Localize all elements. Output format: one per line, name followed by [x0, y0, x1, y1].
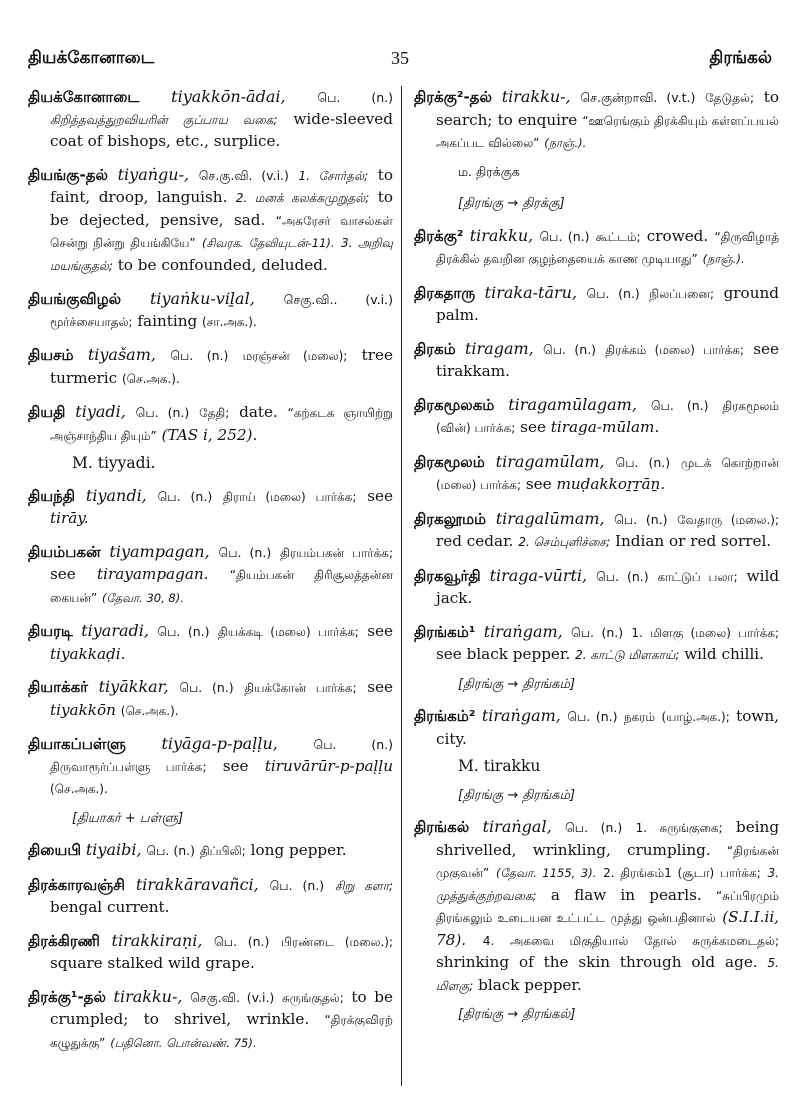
english-meaning: bengal current.	[50, 898, 170, 916]
dictionary-entry	[28, 86, 393, 153]
derivation	[458, 784, 779, 807]
cross-reference: tiraga-mūlam.	[550, 418, 660, 436]
quotation-source: (தேவா. 30, 8).	[102, 590, 184, 605]
left-column	[28, 86, 393, 1065]
transliteration: tiyašam,	[87, 345, 156, 364]
headword: திரக்காரவஞ்சி	[28, 875, 126, 894]
headword: திரக்கிரணி	[28, 931, 100, 950]
dictionary-entry	[414, 816, 779, 997]
english-meaning: red cedar.	[436, 532, 514, 550]
headword: தியாகப்பள்ளு	[28, 735, 126, 753]
headword: தியந்தி	[28, 486, 76, 505]
quotation-source: (சிவரக. தேவியுடன்-11).	[202, 236, 335, 250]
part-of-speech: பெ. (n.)	[214, 933, 270, 949]
cross-reference: tiyakkaḍi.	[50, 644, 126, 663]
transliteration: tiyandi,	[85, 485, 147, 505]
quotation: “ஊரெங்கும் திரக்கியும் கள்ளப்பயல் அகப்பட வில்லை”	[436, 113, 780, 150]
english-meaning: wide-sleeved coat of bishops, etc., surplice.	[50, 109, 393, 150]
transliteration: tiyaibi,	[85, 840, 142, 859]
dictionary-entry	[28, 288, 393, 333]
sense-tamil: 2. செம்புளிச்சை;	[518, 535, 611, 549]
derivation	[458, 1003, 779, 1026]
headword: தியங்கு-தல்	[28, 165, 108, 184]
transliteration: tiyāga-p-paḷḷu,	[161, 734, 278, 753]
quotation-source: (தேவா. 1155, 3).	[496, 866, 597, 880]
sense-tamil: 1. சுருங்குகை;	[635, 821, 723, 835]
headword: தியைபி	[28, 841, 82, 859]
tamil-meaning: சுருங்குதல்;	[281, 990, 344, 1005]
derivation-text: [திரங்கு → திரங்கம்]	[458, 676, 576, 692]
quotation-source: (நாஞ்.).	[702, 252, 745, 266]
header-left-guideword: தியக்கோனாடை	[28, 48, 155, 68]
tamil-meaning: தேடுதல்;	[705, 91, 755, 105]
headword: திரகமூலகம்	[414, 395, 495, 414]
page-header	[28, 48, 772, 78]
part-of-speech: பெ. (n.)	[269, 877, 325, 893]
tamil-meaning: மூர்ச்சையாதல்;	[50, 314, 133, 329]
tamil-meaning: தேதி;	[199, 406, 230, 420]
transliteration: tiragalūmam,	[495, 508, 605, 528]
quotation: “திரக்குவிரற் கழுதுக்கு”	[50, 1013, 393, 1050]
headword: திரக்கு²	[414, 226, 464, 245]
transliteration: tiyampagan,	[109, 541, 210, 561]
headword: திரகமூலம்	[414, 452, 485, 471]
dictionary-entry	[414, 508, 779, 554]
quotation-source: (S.I.I.ii, 78).	[436, 908, 779, 949]
tamil-meaning: முடக் கொற்றான் (மலை) பார்க்க;	[436, 455, 779, 492]
part-of-speech: பெ. (n.)	[157, 488, 213, 504]
dictionary-entry	[28, 164, 393, 278]
dictionary-entry	[414, 451, 779, 497]
derivation-text: [திரங்கு → திரங்கல்]	[458, 1007, 576, 1022]
headword: தியங்குவிழல்	[28, 290, 122, 308]
cognate-note: ம. திரக்குக	[458, 163, 520, 179]
tamil-meaning: கூட்டம்;	[595, 229, 641, 244]
tamil-meaning: கிறித்தவத்துறவியரின் குப்பாய வகை;	[50, 112, 278, 127]
transliteration: tiraka-tāru,	[484, 282, 578, 302]
part-of-speech: பெ. (n.)	[157, 624, 210, 639]
sense-tamil: 2. காட்டு மிளகாய்;	[575, 648, 680, 662]
see-label: see	[525, 475, 552, 493]
headword: தியதி	[28, 403, 66, 421]
see-label: see	[753, 339, 780, 358]
part-of-speech: பெ. (n.)	[135, 405, 190, 420]
derivation-text: [தியாகர் + பள்ளு]	[72, 810, 184, 826]
tamil-meaning: பிரண்டை (மலை.);	[280, 934, 394, 949]
see-label: see	[367, 678, 394, 696]
tamil-meaning: தியக்கோன் பார்க்க;	[244, 681, 357, 695]
dictionary-entry	[28, 620, 393, 665]
derivation	[458, 673, 779, 696]
headword: தியசம்	[28, 346, 74, 364]
see-label: see	[367, 486, 393, 505]
headword: திரகம்	[414, 339, 456, 358]
derivation-text: [திரங்கு → திரக்கு]	[458, 196, 565, 211]
english-meaning: tree turmeric	[50, 346, 393, 387]
column-divider	[401, 86, 402, 1086]
headword: திரங்கல்	[414, 818, 470, 836]
quotation: “சுப்பிரமும் திரங்கலும் உடையன உட்பட்ட முத்து ஒன்பதினால்	[436, 888, 779, 925]
page-number: 35	[391, 48, 409, 68]
part-of-speech: செகு.வி. (v.i.)	[190, 989, 275, 1005]
sense-tamil: 3. முத்துக்குற்றவகை;	[436, 866, 779, 903]
dictionary-entry	[28, 839, 393, 863]
quotation-source: (TAS i, 252).	[161, 425, 258, 444]
sense-english: to be confounded, deluded.	[117, 255, 328, 274]
part-of-speech: பெ. (n.)	[146, 843, 196, 858]
transliteration: tirakku,	[469, 225, 534, 245]
english-meaning: ground palm.	[436, 283, 779, 324]
dictionary-entry	[28, 485, 393, 530]
headword: தியம்பகன்	[28, 542, 101, 561]
transliteration: tirakkiraṇi,	[111, 930, 203, 950]
tamil-meaning: திரகமூலம் (வின்) பார்க்க;	[436, 398, 779, 435]
tamil-meaning: திரக்கம் (மலை) பார்க்க;	[605, 342, 744, 357]
tamil-meaning: திரயம்பகன் பார்க்க;	[280, 545, 394, 560]
transliteration: tiraṅgam,	[483, 621, 563, 641]
sense-english: wild chilli.	[684, 645, 764, 663]
english-meaning: fainting	[137, 311, 198, 330]
sense-tamil: 2. மனக் கலக்கமுறுதல்;	[235, 191, 370, 205]
quotation-source: (பதினொ. பொன்வண். 75).	[110, 1035, 257, 1050]
derivation	[72, 807, 393, 830]
transliteration: tiraṅgal,	[482, 817, 552, 836]
sense-english: see black pepper.	[436, 645, 571, 663]
cross-reference: tirayampagan.	[97, 565, 209, 583]
sense-tamil: 4. அகவை மிகுதியால் தோல் சுருக்கமடைதல்;	[482, 933, 779, 948]
part-of-speech: பெ. (n.)	[313, 737, 393, 752]
right-column	[414, 86, 779, 1036]
source-abbrev: (செ.அக.).	[122, 371, 180, 386]
source-abbrev: (செ.அக.).	[50, 782, 108, 796]
dictionary-entry	[414, 338, 779, 383]
english-meaning: long pepper.	[250, 841, 347, 859]
sense-english: shrinking of the skin through old age.	[436, 953, 758, 971]
english-meaning: square stalked wild grape.	[50, 954, 255, 972]
source-abbrev: (செ.அக.).	[120, 703, 179, 718]
dictionary-entry	[414, 225, 779, 271]
headword: தியாக்கர்	[28, 678, 89, 696]
tamil-meaning: நகரம்	[623, 710, 656, 724]
transliteration: tirakku-,	[113, 986, 183, 1006]
headword: திரக்கு¹-தல்	[28, 987, 106, 1006]
tamil-meaning: மரஞ்சன் (மலை);	[242, 349, 348, 363]
dictionary-entry	[414, 282, 779, 327]
headword: திரகவூர்தி	[414, 566, 481, 585]
english-meaning: to search; to enquire	[436, 88, 780, 129]
tamil-meaning: தியக்கடி (மலை) பார்க்க;	[217, 625, 359, 639]
cognate-note: M. tiyyadi.	[72, 454, 156, 472]
tamil-meaning: வேதாரு (மலை.);	[677, 512, 780, 527]
part-of-speech: பெ. (n.)	[170, 348, 229, 363]
derivation	[458, 192, 779, 215]
english-meaning: date.	[239, 403, 278, 421]
sense-english: black pepper.	[478, 975, 582, 994]
dictionary-entry	[28, 874, 393, 919]
part-of-speech: பெ. (n.)	[179, 680, 234, 695]
english-meaning: town, city.	[436, 707, 779, 748]
dictionary-entry	[28, 401, 393, 447]
transliteration: tiyakkōn-ādai,	[171, 87, 286, 106]
cross-reference: tiyakkōn	[50, 700, 116, 719]
part-of-speech: பெ. (n.)	[571, 624, 624, 640]
headword: தியரடி	[28, 622, 73, 640]
transliteration: tiyaṅgu-,	[117, 164, 190, 184]
dictionary-entry	[28, 541, 393, 610]
part-of-speech: பெ. (n.)	[539, 228, 590, 244]
sense-english: Indian or red sorrel.	[614, 532, 772, 550]
part-of-speech: பெ. (n.)	[586, 285, 640, 301]
part-of-speech: பெ. (n.)	[614, 511, 668, 527]
transliteration: tiragamūlagam,	[508, 394, 637, 414]
part-of-speech: பெ. (n.)	[567, 709, 618, 724]
dictionary-entry	[414, 705, 779, 750]
tamil-meaning: நிலப்பனை;	[649, 286, 715, 301]
sense-tamil: 2. திரங்கம்1 (சூடா) பார்க்க;	[603, 866, 761, 880]
transliteration: tirakkāravañci,	[135, 874, 259, 894]
sense-tamil: 1. மிளகு (மலை) பார்க்க;	[631, 625, 779, 640]
dictionary-entry	[414, 86, 779, 155]
tamil-meaning: காட்டுப் பலா;	[657, 569, 738, 584]
dictionary-entry	[28, 986, 393, 1055]
part-of-speech: செ.கு.வி. (v.i.)	[198, 167, 289, 183]
part-of-speech: பெ. (n.)	[218, 544, 272, 560]
source-abbrev: (சா.அக.).	[202, 314, 257, 329]
headword: திரகதாரு	[414, 283, 476, 302]
quotation: “திருவிழாத் திரக்கில் தவறின குழந்தையைக் காண முடியாது”	[436, 229, 780, 266]
see-label: see	[50, 565, 76, 583]
cross-reference: tirakkam.	[436, 362, 510, 380]
cross-reference: muḍakkoṟṟāṉ.	[556, 475, 666, 493]
dictionary-entry	[28, 930, 393, 975]
quotation: “அசுரேசர் வாசல்கள் சென்று நின்று தியங்கியே”	[50, 213, 393, 250]
see-label: see	[367, 622, 393, 640]
quotation-source: (நாஞ்.).	[544, 136, 587, 150]
header-right-guideword: திரங்கல்	[709, 48, 772, 68]
sense-english: to faint, droop, languish.	[50, 165, 393, 206]
dictionary-entry	[414, 621, 779, 667]
part-of-speech: பெ. (n.)	[543, 341, 597, 357]
dictionary-entry	[28, 676, 393, 722]
transliteration: tiragamūlam,	[495, 451, 605, 471]
see-label: see	[520, 418, 546, 436]
headword: தியக்கோனாடை	[28, 88, 140, 106]
sense-english: being shrivelled, wrinkling, crumpling.	[436, 818, 780, 859]
dictionary-entry	[414, 394, 779, 440]
quotation: “திரங்கன் முகுவன்”	[436, 843, 779, 880]
dictionary-entry	[28, 733, 393, 801]
transliteration: tiraṅgam,	[481, 706, 561, 725]
dictionary-entry	[28, 344, 393, 390]
sense-english: to be dejected, pensive, sad.	[50, 188, 394, 229]
headword: திரங்கம்²	[414, 707, 476, 725]
quotation: “கற்கடக ஞாயிற்று அஞ்சாந்திய தியும்”	[50, 406, 394, 443]
sense-tamil: 3. அறிவு மயங்குதல்;	[50, 236, 394, 273]
source-abbrev: (யாழ்.அக.);	[661, 710, 730, 724]
sense-english: a flaw in pearls.	[550, 885, 702, 904]
headword: திரகலூமம்	[414, 509, 487, 528]
quotation: “தியம்பகன் திரிசூலத்தன்ன கையன்”	[50, 568, 394, 605]
sense-tamil: 5. மிளகு;	[436, 956, 779, 993]
transliteration: tiraga-vūrti,	[489, 565, 588, 585]
part-of-speech: பெ. (n.)	[615, 454, 671, 470]
cross-reference: tiruvārūr-p-paḷḷu	[264, 756, 394, 775]
english-meaning: wild jack.	[436, 566, 780, 607]
transliteration: tiyadi,	[75, 402, 126, 421]
transliteration: tiyaradi,	[81, 621, 149, 640]
english-meaning: to be crumpled; to shrivel, wrinkle.	[50, 987, 393, 1028]
headword: திரக்கு²-தல்	[414, 88, 492, 106]
cross-reference: tirāy.	[50, 509, 89, 527]
english-meaning: crowed.	[646, 226, 709, 245]
transliteration: tiragam,	[464, 338, 534, 358]
sense-tamil: 1. சோர்தல்;	[298, 168, 369, 183]
cognate-note: M. tirakku	[458, 757, 541, 775]
part-of-speech: பெ. (n.)	[595, 568, 649, 584]
headword: திரங்கம்¹	[414, 622, 476, 641]
tamil-meaning: திருவாரூர்ப்பள்ளு பார்க்க;	[50, 759, 207, 774]
dictionary-entry	[414, 565, 779, 610]
derivation-text: [திரங்கு → திரங்கம்]	[458, 787, 576, 803]
part-of-speech: பெ. (n.)	[565, 820, 623, 835]
transliteration: tirakku-,	[501, 87, 571, 106]
tamil-meaning: சிறு களா;	[334, 878, 394, 893]
part-of-speech: செ.குன்றாவி. (v.t.)	[580, 90, 696, 105]
see-label: see	[222, 756, 249, 775]
part-of-speech: பெ. (n.)	[317, 90, 394, 105]
tamil-meaning: திராய் (மலை) பார்க்க;	[223, 489, 357, 504]
tamil-meaning: திப்பிலி;	[199, 844, 246, 858]
transliteration: tiyaṅku-viḻal,	[149, 289, 255, 308]
transliteration: tiyākkar,	[98, 677, 169, 696]
part-of-speech: பெ. (n.)	[650, 397, 709, 413]
part-of-speech: செகு.வி.. (v.i.)	[283, 292, 393, 307]
